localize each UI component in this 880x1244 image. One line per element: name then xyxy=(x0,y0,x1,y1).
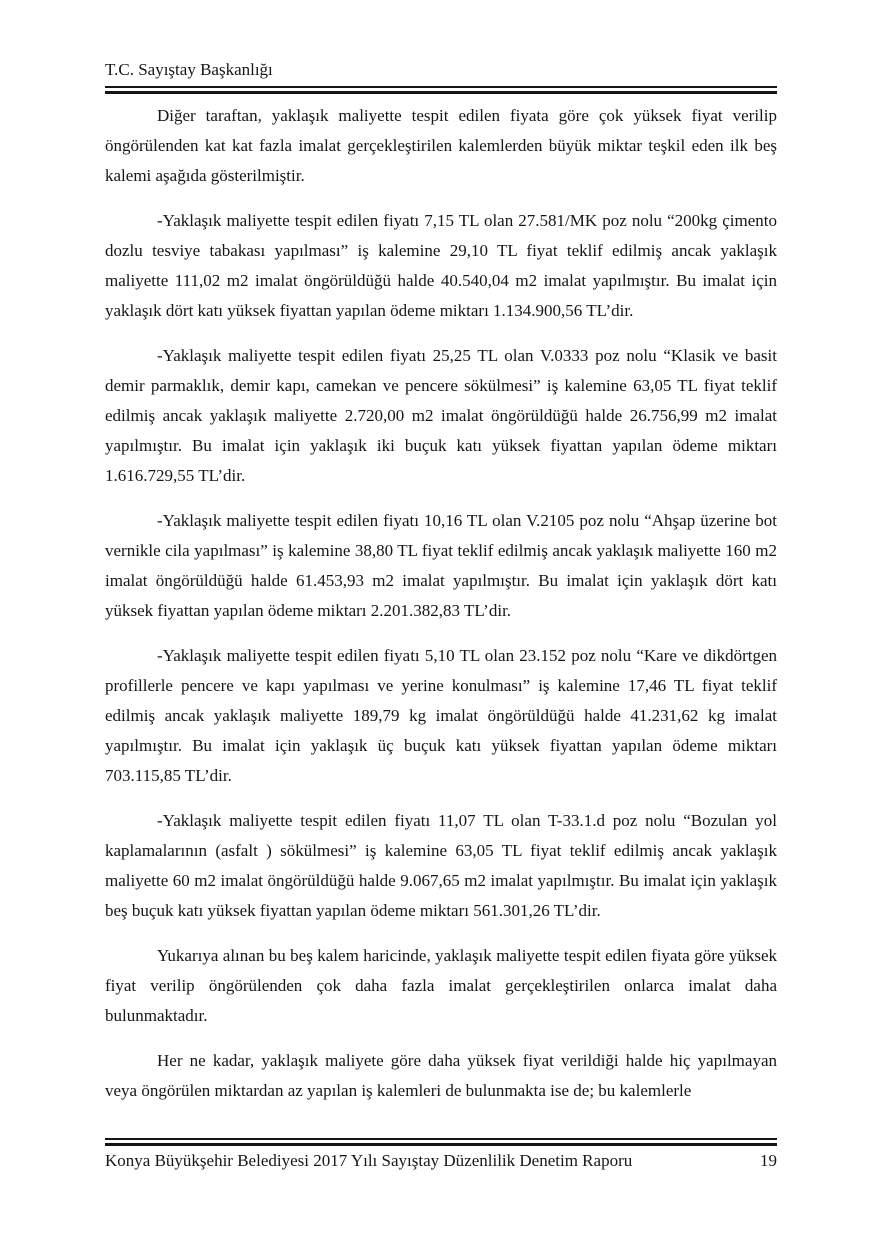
body-paragraph: -Yaklaşık maliyette tespit edilen fiyatı 11,07 TL olan T-33.1.d poz nolu “Bozulan yol kaplamalarının (asfalt ) sökülmesi” iş kalemine 63,05 TL fiyat teklif edilmiş ancak yaklaşık maliyette 60 m2 imalat öngörüldüğü halde 9.067,65 m2 imalat yapılmıştır. Bu imalat için yaklaşık beş buçuk katı yüksek fiyattan yapılan ödeme miktarı 561.301,26 TL’dir. xyxy=(105,811,777,920)
page-number: 19 xyxy=(760,1151,777,1170)
footer-rule xyxy=(105,1138,777,1146)
body-paragraph: -Yaklaşık maliyette tespit edilen fiyatı 5,10 TL olan 23.152 poz nolu “Kare ve dikdörtgen profillerle pencere ve kapı yapılması ve yerine konulması” iş kalemine 17,46 TL fiyat teklif edilmiş ancak yaklaşık maliyette 189,79 kg imalat öngörüldüğü halde 41.231,62 kg imalat yapılmıştır. Bu imalat için yaklaşık üç buçuk katı yüksek fiyattan yapılan ödeme miktarı 703.115,85 TL’dir. xyxy=(105,646,777,785)
footer-title: Konya Büyükşehir Belediyesi 2017 Yılı Sayıştay Düzenlilik Denetim Raporu xyxy=(105,1151,633,1170)
header-title: T.C. Sayıştay Başkanlığı xyxy=(105,60,273,79)
header-rule xyxy=(105,86,777,94)
document-body xyxy=(105,101,777,1106)
body-paragraph: -Yaklaşık maliyette tespit edilen fiyatı 25,25 TL olan V.0333 poz nolu “Klasik ve basit demir parmaklık, demir kapı, camekan ve pencere sökülmesi” iş kalemine 63,05 TL fiyat teklif edilmiş ancak yaklaşık maliyette 2.720,00 m2 imalat öngörüldüğü halde 26.756,99 m2 imalat yapılmıştır. Bu imalat için yaklaşık iki buçuk katı yüksek fiyattan yapılan ödeme miktarı 1.616.729,55 TL’dir. xyxy=(105,346,777,485)
body-paragraph: Yukarıya alınan bu beş kalem haricinde, yaklaşık maliyette tespit edilen fiyata göre yüksek fiyat verilip öngörülenden çok daha fazla imalat gerçekleştirilen onlarca imalat daha bulunmaktadır. xyxy=(105,946,777,1025)
body-paragraph: Diğer taraftan, yaklaşık maliyette tespit edilen fiyata göre çok yüksek fiyat verilip öngörülenden kat kat fazla imalat gerçekleştirilen kalemlerden büyük miktar teşkil eden ilk beş kalemi aşağıda gösterilmiştir. xyxy=(105,106,777,185)
body-paragraph: -Yaklaşık maliyette tespit edilen fiyatı 7,15 TL olan 27.581/MK poz nolu “200kg çimento dozlu tesviye tabakası yapılması” iş kalemine 29,10 TL fiyat teklif edilmiş ancak yaklaşık maliyette 111,02 m2 imalat öngörüldüğü halde 40.540,04 m2 imalat yapılmıştır. Bu imalat için yaklaşık dört katı yüksek fiyattan yapılan ödeme miktarı 1.134.900,56 TL’dir. xyxy=(105,211,777,320)
body-paragraph: -Yaklaşık maliyette tespit edilen fiyatı 10,16 TL olan V.2105 poz nolu “Ahşap üzerine bot vernikle cila yapılması” iş kalemine 38,80 TL fiyat teklif edilmiş ancak yaklaşık maliyette 160 m2 imalat öngörüldüğü halde 61.453,93 m2 imalat yapılmıştır. Bu imalat için yaklaşık dört katı yüksek fiyattan yapılan ödeme miktarı 2.201.382,83 TL’dir. xyxy=(105,511,777,620)
body-paragraph: Her ne kadar, yaklaşık maliyete göre daha yüksek fiyat verildiği halde hiç yapılmayan veya öngörülen miktardan az yapılan iş kalemleri de bulunmakta ise de; bu kalemlerle xyxy=(105,1051,777,1100)
page-footer xyxy=(105,1148,777,1174)
